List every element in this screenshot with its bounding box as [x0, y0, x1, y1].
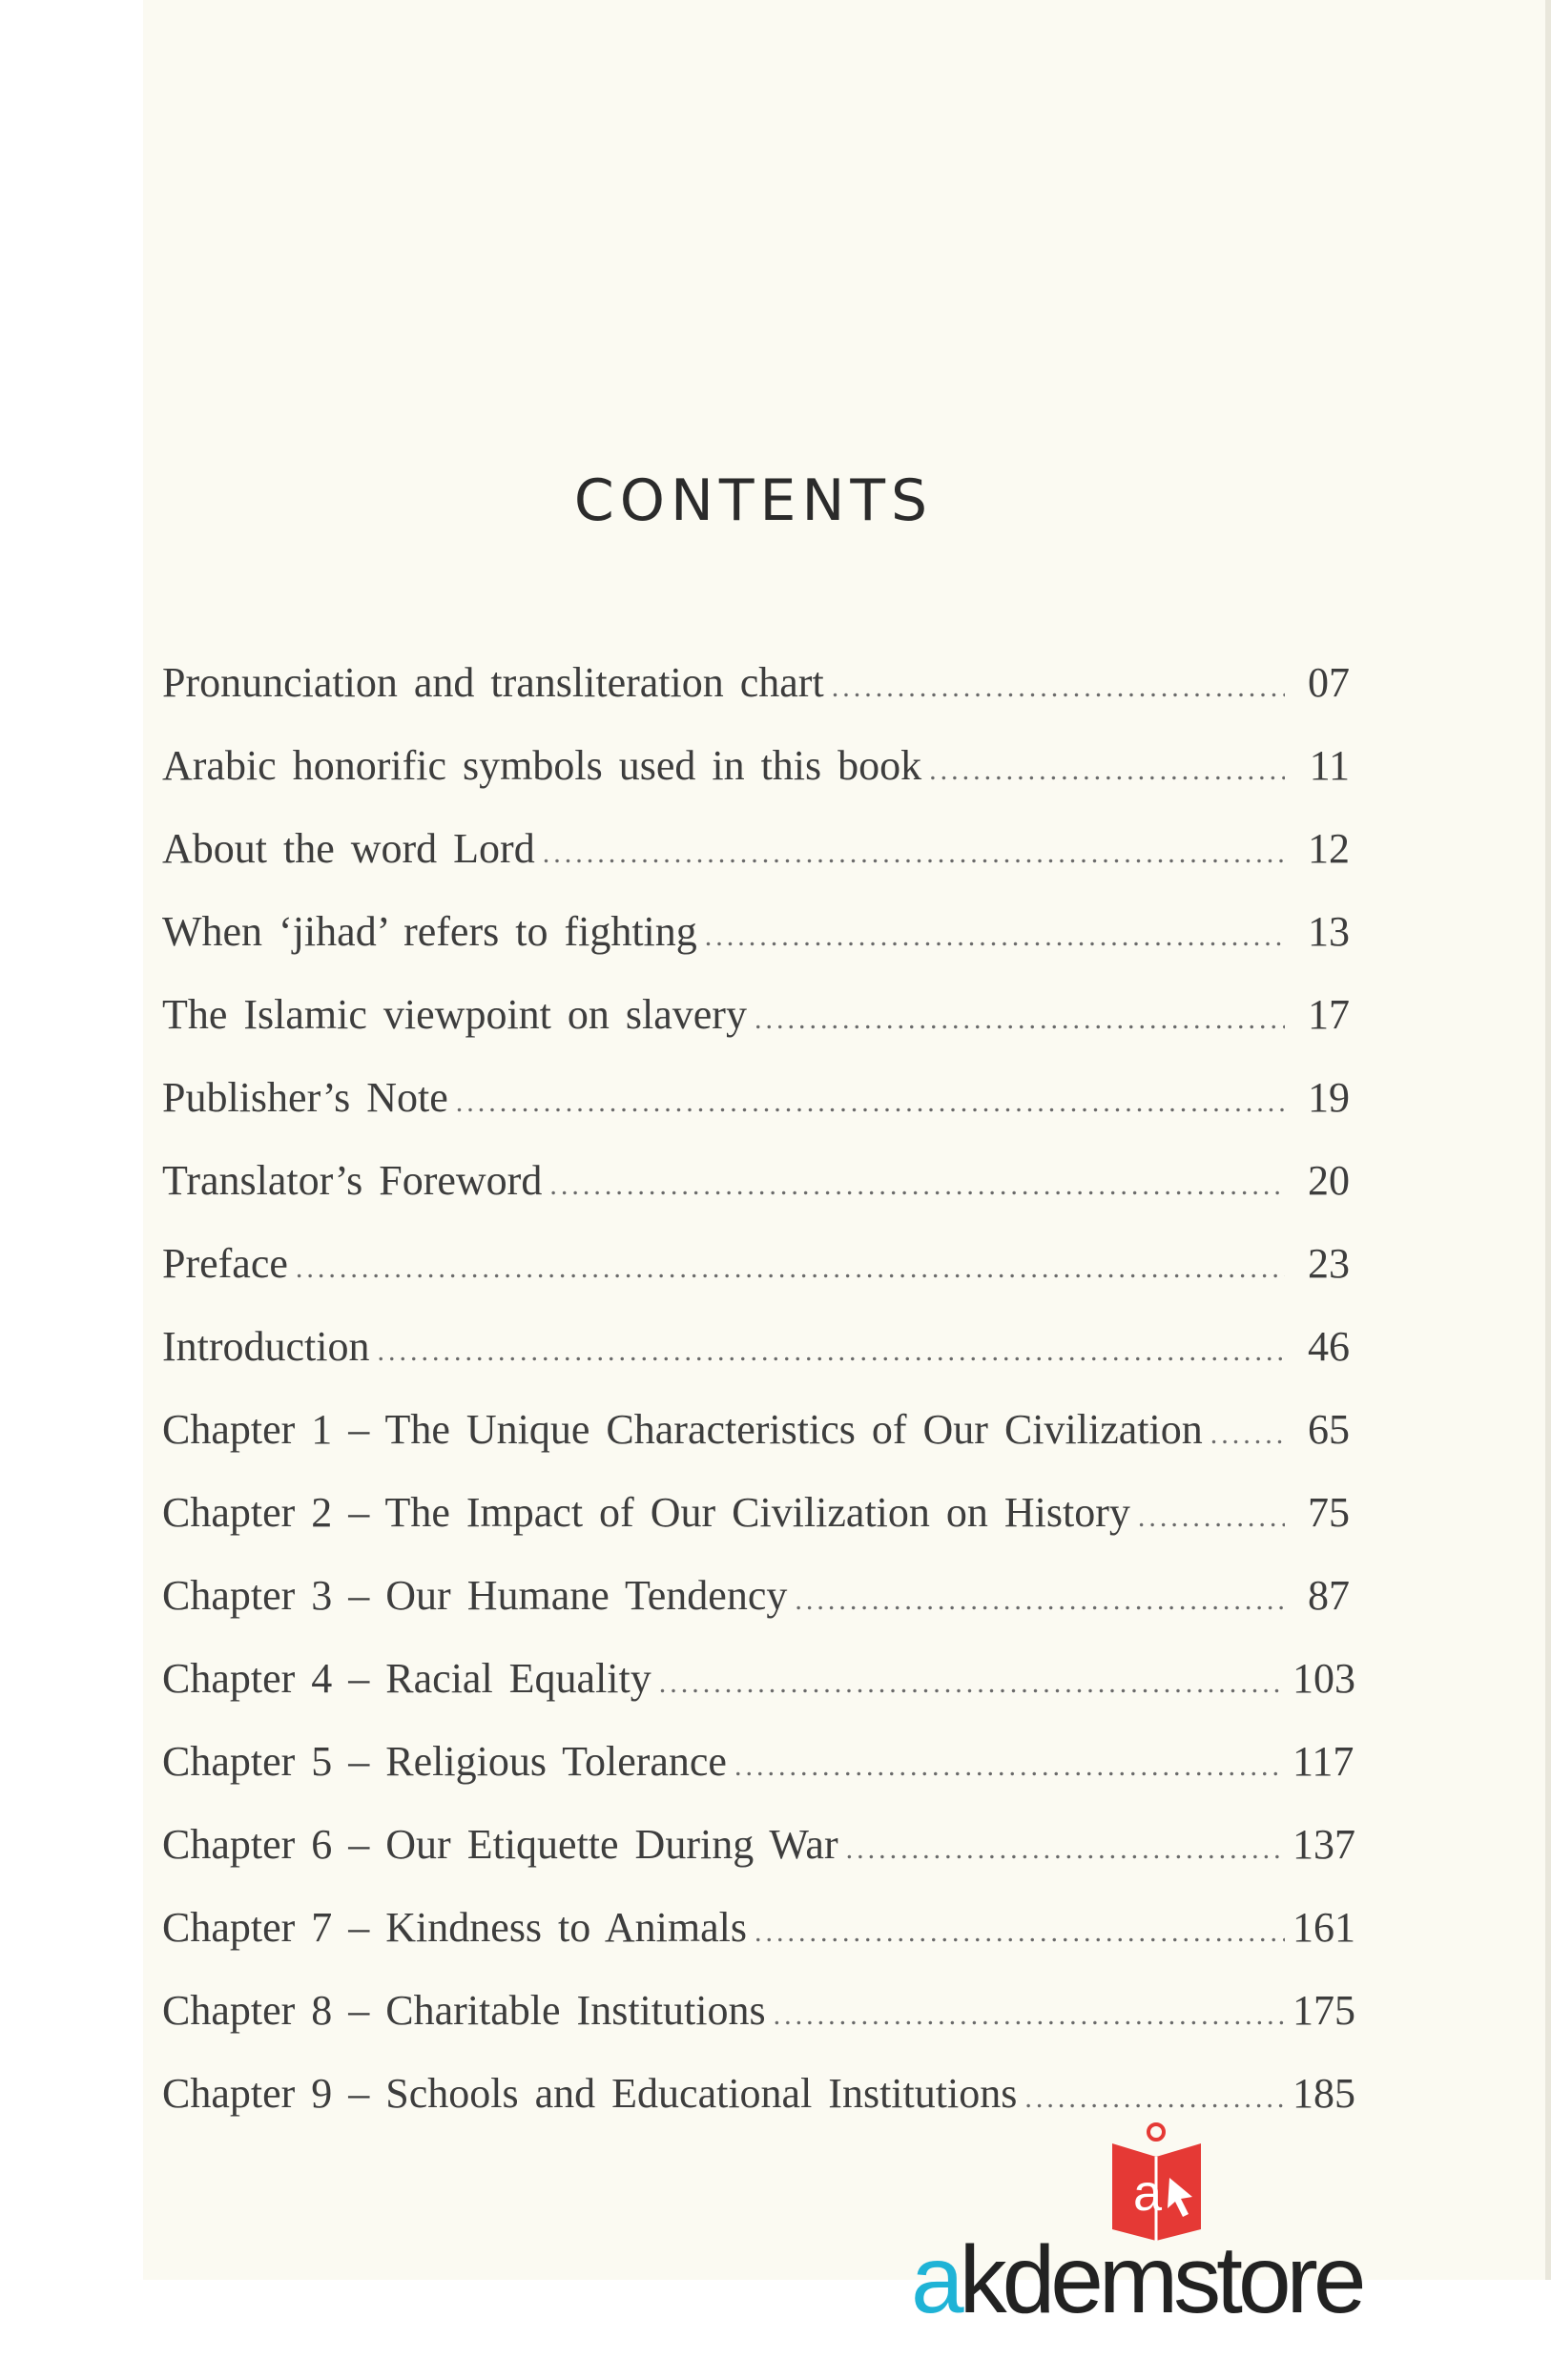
toc-entry-page: 185: [1292, 2070, 1355, 2117]
toc-leader-dots: [755, 1004, 1285, 1036]
toc-entry-page: 07: [1308, 659, 1350, 706]
toc-leader-dots: [456, 1087, 1285, 1119]
logo-wordmark-first-letter: a: [911, 2226, 960, 2333]
toc-entry-title: Translator’s Foreword: [162, 1157, 543, 1204]
toc-entry: [162, 1571, 1350, 1654]
toc-entry-page: 12: [1308, 825, 1350, 872]
toc-entry-page: 19: [1308, 1074, 1350, 1121]
contents-heading: CONTENTS: [573, 467, 934, 534]
toc-entry: [162, 824, 1350, 907]
toc-entry: [162, 741, 1350, 824]
toc-entry-title: Publisher’s Note: [162, 1074, 448, 1121]
table-of-contents: [162, 658, 1355, 2152]
toc-entry-title: Arabic honorific symbols used in this book: [162, 742, 922, 789]
toc-leader-dots: [1138, 1501, 1285, 1534]
toc-entry-title: Chapter 4 – Racial Equality: [162, 1655, 651, 1702]
badge-letter: a: [1133, 2164, 1163, 2222]
toc-entry: [162, 1654, 1355, 1737]
toc-leader-dots: [774, 1999, 1285, 2032]
toc-entry-title: Preface: [162, 1240, 288, 1287]
toc-entry-title: When ‘jihad’ refers to fighting: [162, 908, 697, 955]
toc-entry-page: 23: [1308, 1240, 1350, 1287]
logo-wordmark-rest: kdemstore: [959, 2226, 1362, 2333]
toc-leader-dots: [549, 1169, 1285, 1202]
toc-leader-dots: [1210, 1418, 1285, 1451]
toc-leader-dots: [378, 1335, 1285, 1368]
toc-entry: [162, 658, 1350, 741]
toc-entry: [162, 1073, 1350, 1156]
toc-entry-page: 87: [1308, 1572, 1350, 1619]
toc-entry-title: Chapter 3 – Our Humane Tendency: [162, 1572, 788, 1619]
toc-entry: [162, 1322, 1350, 1405]
toc-leader-dots: [795, 1584, 1285, 1617]
toc-entry-page: 17: [1308, 991, 1350, 1038]
toc-entry-title: Introduction: [162, 1323, 370, 1370]
toc-entry: [162, 1820, 1355, 1903]
toc-entry-page: 137: [1292, 1821, 1355, 1868]
toc-entry: [162, 1156, 1350, 1239]
toc-entry-title: About the word Lord: [162, 825, 535, 872]
toc-entry-page: 46: [1308, 1323, 1350, 1370]
store-logo: [911, 2122, 1407, 2342]
toc-entry-title: Pronunciation and transliteration chart: [162, 659, 824, 706]
toc-leader-dots: [705, 921, 1285, 953]
toc-leader-dots: [929, 755, 1285, 787]
toc-entry: [162, 1239, 1350, 1322]
toc-entry-title: Chapter 2 – The Impact of Our Civilization on History: [162, 1489, 1130, 1536]
toc-entry: [162, 1737, 1355, 1820]
toc-entry-page: 65: [1308, 1406, 1350, 1453]
toc-entry-title: Chapter 7 – Kindness to Animals: [162, 1904, 747, 1951]
toc-entry-page: 11: [1309, 742, 1350, 789]
toc-entry: [162, 1405, 1350, 1488]
logo-wordmark: [911, 2226, 1362, 2333]
toc-leader-dots: [846, 1833, 1285, 1866]
toc-leader-dots: [543, 838, 1285, 870]
toc-entry-page: 117: [1292, 1738, 1355, 1785]
toc-entry-title: Chapter 9 – Schools and Educational Institutions: [162, 2070, 1018, 2117]
toc-leader-dots: [1024, 2082, 1285, 2115]
toc-entry-title: Chapter 8 – Charitable Institutions: [162, 1987, 766, 2034]
toc-entry-title: Chapter 5 – Religious Tolerance: [162, 1738, 727, 1785]
toc-entry-title: The Islamic viewpoint on slavery: [162, 991, 747, 1038]
toc-entry-title: Chapter 1 – The Unique Characteristics of Our Civilization: [162, 1406, 1203, 1453]
toc-entry: [162, 990, 1350, 1073]
toc-entry-page: 161: [1292, 1904, 1355, 1951]
toc-leader-dots: [296, 1252, 1285, 1285]
toc-entry-page: 20: [1308, 1157, 1350, 1204]
toc-entry-page: 175: [1292, 1987, 1355, 2034]
paper-edge: [1545, 0, 1551, 2280]
toc-entry: [162, 1488, 1350, 1571]
toc-entry: [162, 1986, 1355, 2069]
toc-entry: [162, 907, 1350, 990]
toc-leader-dots: [659, 1667, 1285, 1700]
toc-entry-page: 13: [1308, 908, 1350, 955]
toc-entry-page: 103: [1292, 1655, 1355, 1702]
toc-entry: [162, 1903, 1355, 1986]
book-badge-icon: [1106, 2122, 1207, 2242]
toc-entry-title: Chapter 6 – Our Etiquette During War: [162, 1821, 838, 1868]
toc-leader-dots: [832, 672, 1285, 704]
toc-leader-dots: [734, 1750, 1285, 1783]
toc-entry-page: 75: [1308, 1489, 1350, 1536]
toc-leader-dots: [755, 1916, 1285, 1949]
